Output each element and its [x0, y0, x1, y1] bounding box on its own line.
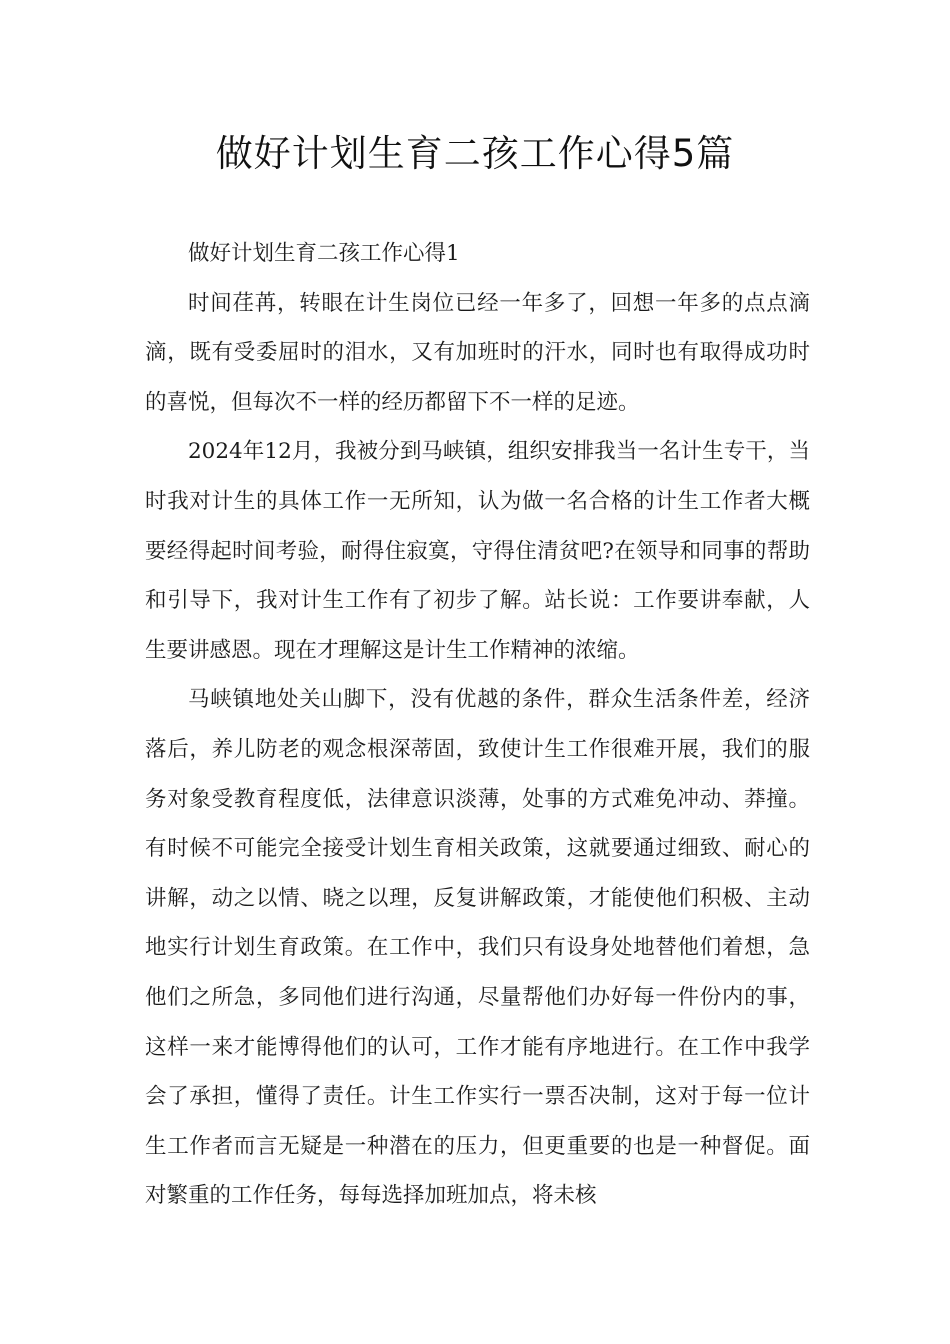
- document-body: [145, 229, 810, 1221]
- paragraph-2: 2024年12月，我被分到马峡镇，组织安排我当一名计生专干，当时我对计生的具体工作一无所知，认为做一名合格的计生工作者大概要经得起时间考验，耐得住寂寞，守得住清贫吧?在领导和同事的帮助和引导下，我对计生工作有了初步了解。站长说：工作要讲奉献，人生要讲感恩。现在才理解这是计生工作精神的浓缩。: [145, 439, 810, 663]
- document-title: 做好计划生育二孩工作心得5篇: [215, 132, 735, 175]
- section-heading: 做好计划生育二孩工作心得1: [188, 241, 460, 266]
- paragraph-1: 时间荏苒，转眼在计生岗位已经一年多了，回想一年多的点点滴滴，既有受委屈时的泪水，又有加班时的汗水，同时也有取得成功时的喜悦，但每次不一样的经历都留下不一样的足迹。: [145, 290, 810, 415]
- paragraph-3: 马峡镇地处关山脚下，没有优越的条件，群众生活条件差，经济落后，养儿防老的观念根深蒂固，致使计生工作很难开展，我们的服务对象受教育程度低，法律意识淡薄，处事的方式难免冲动、莽撞。有时候不可能完全接受计划生育相关政策，这就要通过细致、耐心的讲解，动之以情、晓之以理，反复讲解政策，才能使他们积极、主动地实行计划生育政策。在工作中，我们只有设身处地替他们着想，急他们之所急，多同他们进行沟通，尽量帮他们办好每一件份内的事，这样一来才能博得他们的认可，工作才能有序地进行。在工作中我学会了承担，懂得了责任。计生工作实行一票否决制，这对于每一位计生工作者而言无疑是一种潜在的压力，但更重要的也是一种督促。面对繁重的工作任务，每每选择加班加点，将未核: [145, 687, 810, 1209]
